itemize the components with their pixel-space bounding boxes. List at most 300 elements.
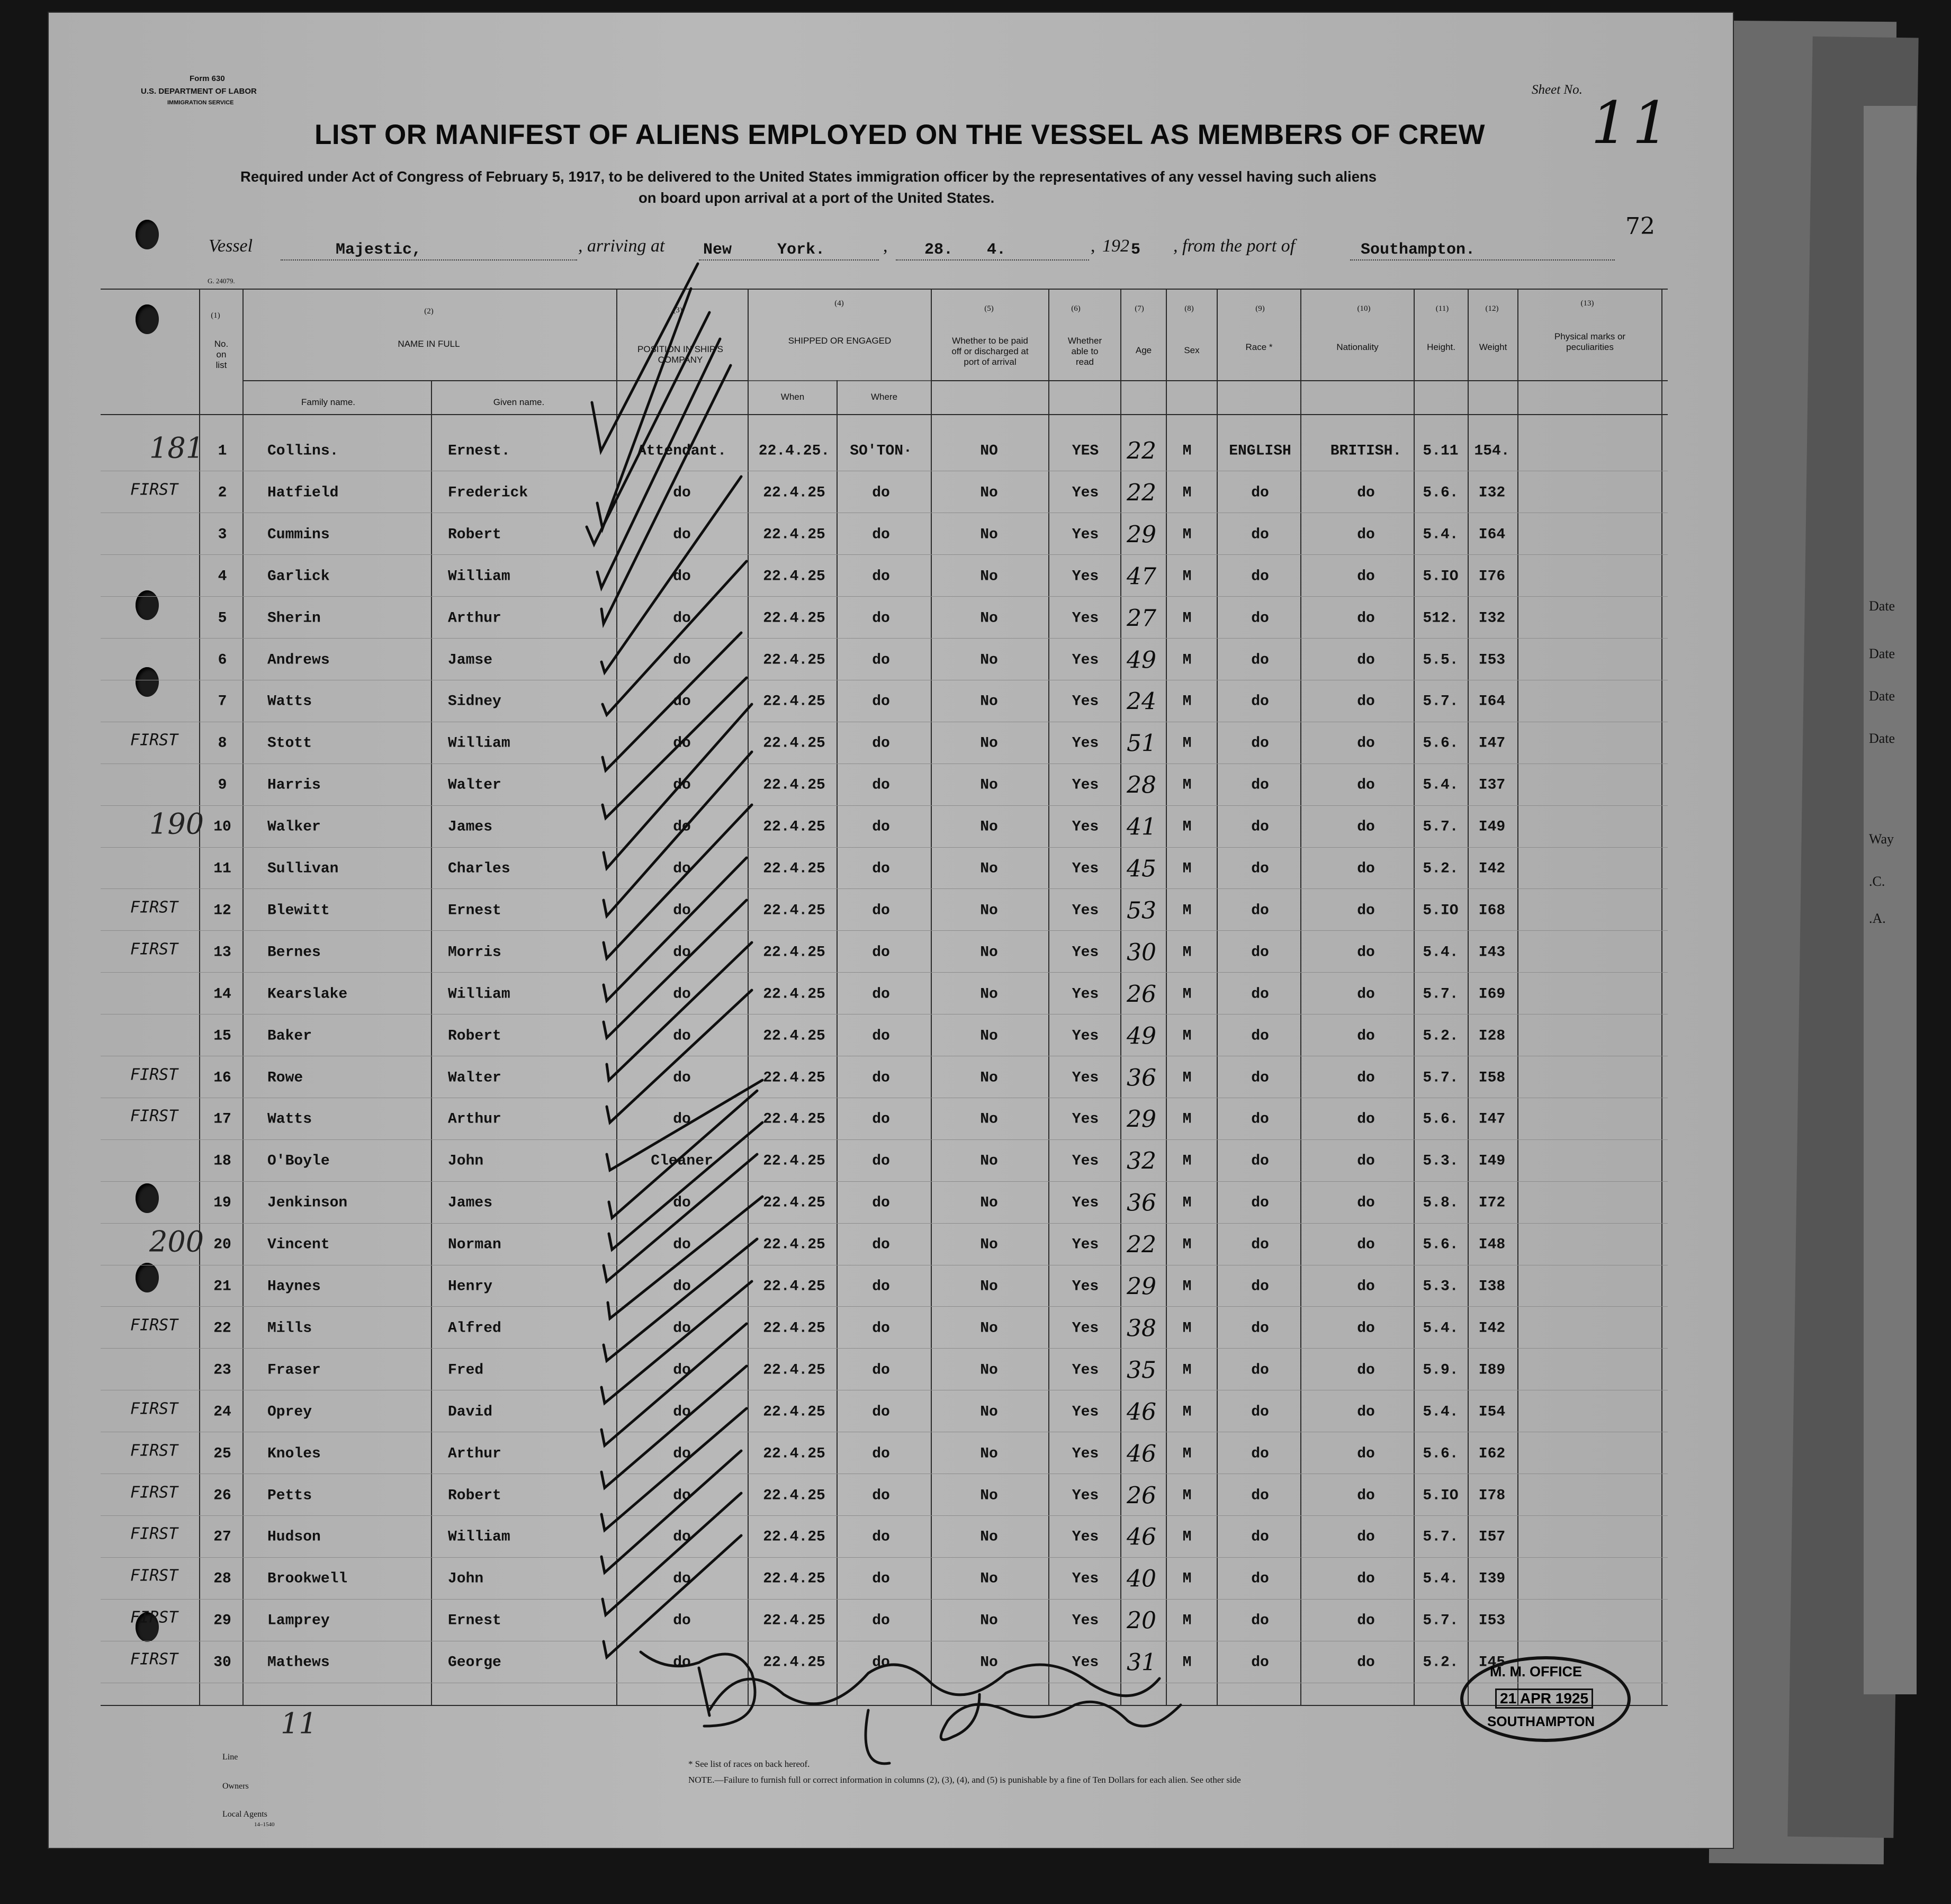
- race: do: [1251, 777, 1269, 794]
- nationality: do: [1357, 1612, 1375, 1629]
- weight: I53: [1478, 652, 1506, 669]
- race: do: [1251, 1236, 1269, 1253]
- arriving-label: , arriving at: [578, 236, 665, 256]
- header-age: Age: [1135, 345, 1152, 355]
- race: do: [1251, 1195, 1269, 1211]
- requirement-text: Required under Act of Congress of February 5, 1917, to be delivered to the United States immigration officer by the representatives of any vessel having such aliens: [240, 168, 1377, 185]
- given-name: John: [448, 1153, 484, 1170]
- given-name: Jamse: [448, 652, 493, 669]
- weight: I42: [1478, 860, 1506, 877]
- height: 5.7.: [1423, 819, 1459, 836]
- age: 27: [1127, 605, 1156, 632]
- stamp-date: 21 APR 1925: [1495, 1689, 1593, 1709]
- shipped-when: 22.4.25: [763, 1111, 825, 1128]
- shipped-when: 22.4.25: [763, 902, 825, 919]
- race: do: [1251, 1153, 1269, 1170]
- height: 5.7.: [1423, 986, 1459, 1003]
- family-name: Kearslake: [267, 986, 348, 1003]
- paid-off: No: [980, 860, 998, 877]
- position: do: [673, 860, 691, 877]
- header-shipped: SHIPPED OR ENGAGED: [788, 336, 892, 346]
- row-number: 19: [213, 1195, 231, 1211]
- paid-off: No: [980, 1654, 998, 1671]
- shipped-where: do: [872, 860, 890, 877]
- sex: M: [1182, 1445, 1192, 1462]
- height: 5.4.: [1423, 526, 1459, 543]
- column-number: (13): [1580, 299, 1594, 308]
- column-number: (4): [834, 299, 844, 308]
- separator: ,: [1091, 236, 1095, 256]
- shipped-when: 22.4.25: [763, 484, 825, 501]
- able-to-read: Yes: [1072, 1487, 1099, 1504]
- row-number: 12: [213, 902, 231, 919]
- age: 22: [1127, 1231, 1156, 1259]
- family-name: Knoles: [267, 1445, 321, 1462]
- age: 29: [1127, 1106, 1156, 1133]
- column-number: (2): [424, 307, 434, 316]
- margin-annotation: FIRST: [130, 1566, 178, 1585]
- sex: M: [1182, 484, 1192, 501]
- given-name: John: [448, 1570, 484, 1587]
- position: do: [673, 1278, 691, 1295]
- given-name: Alfred: [448, 1320, 501, 1337]
- nationality: do: [1357, 568, 1375, 585]
- weight: I76: [1478, 568, 1506, 585]
- footer-local-agents-label: Local Agents: [222, 1810, 267, 1819]
- header-text: No.: [214, 339, 229, 349]
- nationality: do: [1357, 1153, 1375, 1170]
- paid-off: No: [980, 610, 998, 627]
- shipped-when: 22.4.25: [763, 1236, 825, 1253]
- family-name: O'Boyle: [267, 1153, 330, 1170]
- family-name: Fraser: [267, 1362, 321, 1379]
- given-name: William: [448, 735, 510, 752]
- column-number: (10): [1357, 304, 1371, 313]
- shipped-where: do: [872, 902, 890, 919]
- able-to-read: Yes: [1072, 1236, 1099, 1253]
- nationality: do: [1357, 1570, 1375, 1587]
- under-sheet-text: Date: [1869, 646, 1895, 661]
- family-name: Haynes: [267, 1278, 321, 1295]
- family-name: Sullivan: [267, 860, 339, 877]
- position: do: [673, 652, 691, 669]
- paid-off: No: [980, 819, 998, 836]
- margin-annotation: FIRST: [130, 898, 178, 917]
- column-number: (5): [984, 304, 994, 313]
- able-to-read: YES: [1072, 443, 1099, 460]
- position: do: [673, 735, 691, 752]
- able-to-read: Yes: [1072, 860, 1099, 877]
- weight: I54: [1478, 1404, 1506, 1421]
- race: do: [1251, 819, 1269, 836]
- year-suffix: 5: [1131, 241, 1141, 259]
- height: 5.8.: [1423, 1195, 1459, 1211]
- family-name: Petts: [267, 1487, 312, 1504]
- margin-annotation: FIRST: [130, 1524, 178, 1543]
- position: do: [673, 944, 691, 961]
- header-text: able to: [1071, 346, 1099, 356]
- height: 5.4.: [1423, 777, 1459, 794]
- row-number: 30: [213, 1654, 231, 1671]
- weight: I39: [1478, 1570, 1506, 1587]
- position: do: [673, 819, 691, 836]
- nationality: do: [1357, 526, 1375, 543]
- column-number: (1): [211, 311, 220, 320]
- paid-off: No: [980, 568, 998, 585]
- position: do: [673, 1236, 691, 1253]
- height: 5.IO: [1423, 902, 1459, 919]
- header-nationality: Nationality: [1336, 342, 1379, 352]
- height: 5.4.: [1423, 1320, 1459, 1337]
- given-name: William: [448, 568, 510, 585]
- age: 32: [1127, 1147, 1156, 1175]
- shipped-where: do: [872, 1529, 890, 1546]
- weight: I37: [1478, 777, 1506, 794]
- margin-annotation: FIRST: [130, 1483, 178, 1502]
- able-to-read: Yes: [1072, 693, 1099, 710]
- age: 35: [1127, 1357, 1156, 1384]
- under-sheet-text: .A.: [1869, 911, 1886, 926]
- race: do: [1251, 1404, 1269, 1421]
- shipped-where: do: [872, 735, 890, 752]
- height: 5.3.: [1423, 1278, 1459, 1295]
- race: do: [1251, 693, 1269, 710]
- weight: I45: [1478, 1654, 1506, 1671]
- row-number: 13: [213, 944, 231, 961]
- weight: I62: [1478, 1445, 1506, 1462]
- header-sex: Sex: [1184, 345, 1200, 355]
- position: do: [673, 1028, 691, 1045]
- shipped-when: 22.4.25: [763, 1278, 825, 1295]
- given-name: George: [448, 1654, 501, 1671]
- row-number: 23: [213, 1362, 231, 1379]
- vessel-name: Majestic,: [336, 241, 422, 259]
- header-height: Height.: [1427, 342, 1455, 352]
- given-name: Arthur: [448, 1111, 501, 1128]
- weight: I43: [1478, 944, 1506, 961]
- age: 26: [1127, 981, 1156, 1008]
- given-name: William: [448, 986, 510, 1003]
- margin-annotation: FIRST: [130, 1107, 178, 1126]
- row-number: 2: [218, 484, 227, 501]
- given-name: James: [448, 819, 493, 836]
- margin-annotation: FIRST: [130, 940, 178, 959]
- page-number-hand: 72: [1625, 213, 1655, 240]
- header-text: list: [215, 360, 227, 370]
- shipped-where: do: [872, 1404, 890, 1421]
- age: 51: [1127, 730, 1156, 757]
- family-name: Lamprey: [267, 1612, 330, 1629]
- position: do: [673, 526, 691, 543]
- nationality: do: [1357, 1236, 1375, 1253]
- nationality: do: [1357, 777, 1375, 794]
- race: do: [1251, 568, 1269, 585]
- check-mark-icon: [607, 1080, 762, 1170]
- sex: M: [1182, 1612, 1192, 1629]
- shipped-where: do: [872, 484, 890, 501]
- position: do: [673, 986, 691, 1003]
- weight: I78: [1478, 1487, 1506, 1504]
- height: 5.7.: [1423, 1612, 1459, 1629]
- header-weight: Weight: [1479, 342, 1507, 352]
- family-name: Vincent: [267, 1236, 330, 1253]
- check-mark-icon: [609, 1122, 762, 1250]
- given-name: Arthur: [448, 1445, 501, 1462]
- paid-off: No: [980, 1529, 998, 1546]
- column-number: (3): [673, 306, 682, 315]
- paid-off: No: [980, 1236, 998, 1253]
- family-name: Walker: [267, 819, 321, 836]
- paid-off: No: [980, 1612, 998, 1629]
- margin-annotation: 190: [149, 807, 204, 841]
- able-to-read: Yes: [1072, 1111, 1099, 1128]
- sex: M: [1182, 1570, 1192, 1587]
- able-to-read: Yes: [1072, 1445, 1099, 1462]
- able-to-read: Yes: [1072, 1153, 1099, 1170]
- nationality: do: [1357, 652, 1375, 669]
- check-mark-icon: [587, 312, 709, 544]
- paid-off: No: [980, 944, 998, 961]
- age: 47: [1127, 563, 1156, 590]
- department: U.S. DEPARTMENT OF LABOR: [141, 87, 257, 96]
- family-name: Watts: [267, 693, 312, 710]
- height: 5.7.: [1423, 1070, 1459, 1086]
- paid-off: No: [980, 1362, 998, 1379]
- header-given-name: Given name.: [493, 397, 545, 407]
- age: 31: [1127, 1649, 1156, 1676]
- nationality: do: [1357, 735, 1375, 752]
- separator: ,: [883, 236, 888, 256]
- paid-off: No: [980, 902, 998, 919]
- nationality: do: [1357, 1529, 1375, 1546]
- check-mark-icon: [592, 264, 698, 451]
- weight: I53: [1478, 1612, 1506, 1629]
- check-mark-icon: [604, 752, 752, 916]
- shipped-where: do: [872, 1195, 890, 1211]
- paid-off: No: [980, 1404, 998, 1421]
- form-code: G. 24079.: [208, 277, 235, 285]
- position: do: [673, 1362, 691, 1379]
- age: 29: [1127, 521, 1156, 549]
- nationality: do: [1357, 1195, 1375, 1211]
- able-to-read: Yes: [1072, 1195, 1099, 1211]
- requirement-text: on board upon arrival at a port of the United States.: [639, 190, 995, 206]
- position: do: [673, 1654, 691, 1671]
- paid-off: No: [980, 526, 998, 543]
- given-name: Robert: [448, 526, 501, 543]
- nationality: do: [1357, 986, 1375, 1003]
- header-text: peculiarities: [1566, 342, 1614, 352]
- shipped-where: do: [872, 986, 890, 1003]
- shipped-when: 22.4.25: [763, 1487, 825, 1504]
- shipped-when: 22.4.25: [763, 1445, 825, 1462]
- header-text: COMPANY: [658, 355, 703, 365]
- position: do: [673, 693, 691, 710]
- shipped-where: do: [872, 1028, 890, 1045]
- position: do: [673, 1111, 691, 1128]
- sex: M: [1182, 735, 1192, 752]
- given-name: Walter: [448, 1070, 501, 1086]
- nationality: do: [1357, 1320, 1375, 1337]
- stamp-office: M. M. OFFICE: [1490, 1664, 1582, 1680]
- race: do: [1251, 1445, 1269, 1462]
- weight: I64: [1478, 693, 1506, 710]
- able-to-read: Yes: [1072, 1278, 1099, 1295]
- sex: M: [1182, 1195, 1192, 1211]
- race: do: [1251, 1278, 1269, 1295]
- able-to-read: Yes: [1072, 1028, 1099, 1045]
- age: 38: [1127, 1315, 1156, 1342]
- paid-off: No: [980, 1445, 998, 1462]
- given-name: Fred: [448, 1362, 484, 1379]
- paid-off: No: [980, 1570, 998, 1587]
- shipped-when: 22.4.25: [763, 526, 825, 543]
- nationality: do: [1357, 1362, 1375, 1379]
- position: do: [673, 484, 691, 501]
- row-number: 4: [218, 568, 227, 585]
- position: do: [673, 1445, 691, 1462]
- family-name: Rowe: [267, 1070, 303, 1086]
- margin-mark: 11: [281, 1707, 317, 1740]
- age: 20: [1127, 1607, 1156, 1634]
- shipped-where: do: [872, 610, 890, 627]
- nationality: do: [1357, 1654, 1375, 1671]
- penalty-note: NOTE.—Failure to furnish full or correct information in columns (2), (3), (4), and (5) is punishable by a fine of Ten Dollars for each alien. See other side: [688, 1775, 1241, 1785]
- row-number: 3: [218, 526, 227, 543]
- margin-annotation: 200: [149, 1225, 204, 1259]
- header-when: When: [780, 392, 805, 402]
- family-name: Stott: [267, 735, 312, 752]
- header-text: Whether: [1067, 336, 1102, 346]
- race: do: [1251, 944, 1269, 961]
- office-stamp: [1460, 1656, 1631, 1742]
- shipped-when: 22.4.25: [763, 735, 825, 752]
- shipped-when: 22.4.25: [763, 1404, 825, 1421]
- able-to-read: Yes: [1072, 1570, 1099, 1587]
- age: 46: [1127, 1440, 1156, 1468]
- row-number: 26: [213, 1487, 231, 1504]
- race: do: [1251, 986, 1269, 1003]
- age: 49: [1127, 646, 1156, 674]
- race: do: [1251, 1570, 1269, 1587]
- nationality: do: [1357, 819, 1375, 836]
- sex: M: [1182, 526, 1192, 543]
- able-to-read: Yes: [1072, 1320, 1099, 1337]
- family-name: Brookwell: [267, 1570, 348, 1587]
- height: 5.2.: [1423, 1028, 1459, 1045]
- race: do: [1251, 652, 1269, 669]
- age: 24: [1127, 688, 1156, 715]
- check-mark-icon: [604, 805, 752, 958]
- age: 29: [1127, 1273, 1156, 1300]
- height: 5.2.: [1423, 1654, 1459, 1671]
- margin-annotation: FIRST: [130, 1065, 178, 1084]
- weight: I48: [1478, 1236, 1506, 1253]
- weight: I38: [1478, 1278, 1506, 1295]
- nationality: do: [1357, 693, 1375, 710]
- row-number: 1: [218, 443, 227, 460]
- shipped-when: 22.4.25: [763, 693, 825, 710]
- shipped-when: 22.4.25: [763, 1195, 825, 1211]
- able-to-read: Yes: [1072, 819, 1099, 836]
- check-mark-icon: [597, 289, 691, 528]
- shipped-where: do: [872, 1570, 890, 1587]
- sex: M: [1182, 1529, 1192, 1546]
- given-name: Charles: [448, 860, 510, 877]
- shipped-when: 22.4.25: [763, 1153, 825, 1170]
- given-name: Morris: [448, 944, 501, 961]
- nationality: BRITISH.: [1330, 443, 1402, 460]
- age: 22: [1127, 479, 1156, 507]
- signature-icon: [641, 1652, 1181, 1764]
- weight: I57: [1478, 1529, 1506, 1546]
- sex: M: [1182, 443, 1192, 460]
- sex: M: [1182, 1236, 1192, 1253]
- sex: M: [1182, 1153, 1192, 1170]
- vessel-label: Vessel: [209, 236, 253, 256]
- nationality: do: [1357, 1487, 1375, 1504]
- height: 5.IO: [1423, 568, 1459, 585]
- column-number: (11): [1435, 304, 1449, 313]
- nationality: do: [1357, 860, 1375, 877]
- page-title: LIST OR MANIFEST OF ALIENS EMPLOYED ON THE VESSEL AS MEMBERS OF CREW: [314, 119, 1486, 150]
- sheet-number: 11: [1591, 89, 1674, 157]
- height: 5.6.: [1423, 484, 1459, 501]
- paid-off: NO: [980, 443, 998, 460]
- stamp-port: SOUTHAMPTON: [1487, 1713, 1595, 1729]
- footer-form-code: 14–1540: [254, 1821, 275, 1828]
- race: do: [1251, 1070, 1269, 1086]
- row-number: 15: [213, 1028, 231, 1045]
- race: do: [1251, 1487, 1269, 1504]
- shipped-where: do: [872, 526, 890, 543]
- age: 28: [1127, 771, 1156, 799]
- able-to-read: Yes: [1072, 777, 1099, 794]
- margin-annotation: FIRST: [130, 731, 178, 750]
- sex: M: [1182, 902, 1192, 919]
- row-number: 14: [213, 986, 231, 1003]
- header-name-in-full: NAME IN FULL: [398, 339, 460, 349]
- header-family-name: Family name.: [301, 397, 356, 407]
- family-name: Blewitt: [267, 902, 330, 919]
- nationality: do: [1357, 944, 1375, 961]
- paid-off: No: [980, 1195, 998, 1211]
- row-number: 17: [213, 1111, 231, 1128]
- row-number: 16: [213, 1070, 231, 1086]
- service: IMMIGRATION SERVICE: [167, 100, 234, 106]
- paid-off: No: [980, 484, 998, 501]
- sex: M: [1182, 819, 1192, 836]
- check-mark-icon: [603, 633, 741, 770]
- race: do: [1251, 1654, 1269, 1671]
- age: 36: [1127, 1064, 1156, 1092]
- given-name: Sidney: [448, 693, 501, 710]
- weight: I32: [1478, 484, 1506, 501]
- paid-off: No: [980, 986, 998, 1003]
- shipped-where: do: [872, 1445, 890, 1462]
- position: do: [673, 1320, 691, 1337]
- row-number: 5: [218, 610, 227, 627]
- sex: M: [1182, 1362, 1192, 1379]
- family-name: Andrews: [267, 652, 330, 669]
- race: do: [1251, 1612, 1269, 1629]
- given-name: Ernest: [448, 1612, 501, 1629]
- paid-off: No: [980, 1070, 998, 1086]
- able-to-read: Yes: [1072, 652, 1099, 669]
- able-to-read: Yes: [1072, 902, 1099, 919]
- weight: I69: [1478, 986, 1506, 1003]
- position: do: [673, 1612, 691, 1629]
